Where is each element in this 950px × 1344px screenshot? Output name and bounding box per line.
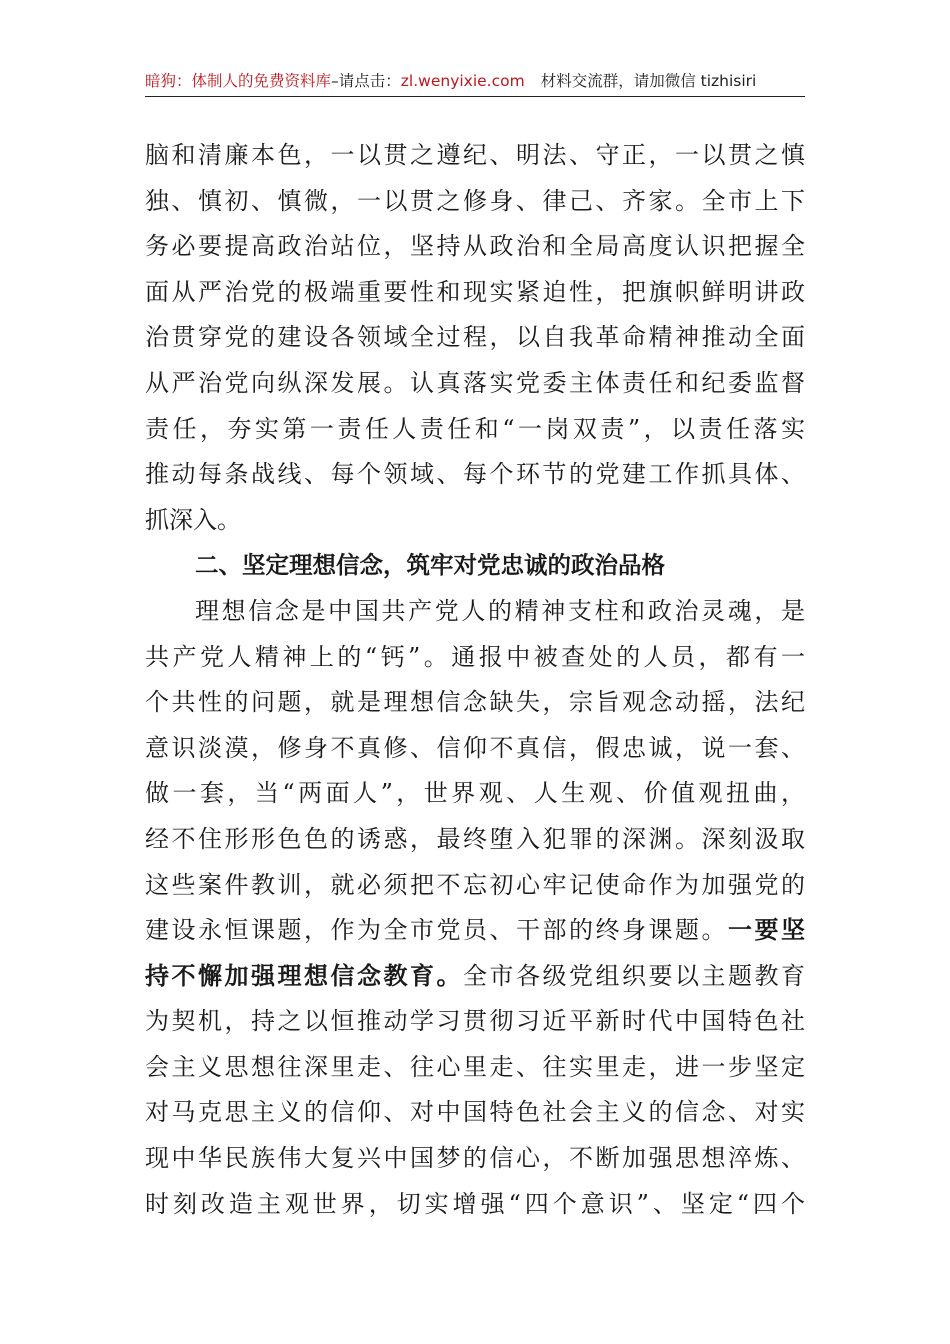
header-brand: 暗狗：体制人的免费资料库 bbox=[145, 72, 332, 90]
text-line: 会主义思想往深里走、往心里走、往实里走，进一步坚定 bbox=[145, 1052, 805, 1081]
text-line: 经不住形形色色的诱惑，最终堕入犯罪的深渊。深刻汲取 bbox=[145, 824, 805, 853]
text-line: 为契机，持之以恒推动学习贯彻习近平新时代中国特色社 bbox=[145, 1007, 805, 1036]
text-normal: 建设永恒课题，作为全市党员、干部的终身课题。 bbox=[145, 916, 728, 945]
text-line: 个共性的问题，就是理想信念缺失，宗旨观念动摇，法纪 bbox=[145, 688, 805, 717]
text-line: 独、慎初、慎微，一以贯之修身、律己、齐家。全市上下 bbox=[145, 186, 805, 215]
header-url-link[interactable]: zl.wenyixie.com bbox=[400, 72, 525, 90]
text-bold: 持不懈加强理想信念教育。 bbox=[145, 961, 463, 990]
document-body bbox=[145, 133, 805, 1227]
text-line: 对马克思主义的信仰、对中国特色社会主义的信念、对实 bbox=[145, 1098, 805, 1127]
text-line-mixed bbox=[145, 954, 805, 1000]
text-line: 从严治党向纵深发展。认真落实党委主体责任和纪委监督 bbox=[145, 368, 805, 397]
header-wechat: 材料交流群，请加微信 tizhisiri bbox=[540, 72, 757, 90]
text-line: 责任，夯实第一责任人责任和“一岗双责”，以责任落实 bbox=[145, 414, 805, 443]
text-line: 务必要提高政治站位，坚持从政治和全局高度认识把握全 bbox=[145, 232, 805, 261]
text-line: 抓深入。 bbox=[145, 505, 241, 534]
text-line: 做一套，当“两面人”，世界观、人生观、价值观扭曲， bbox=[145, 779, 805, 808]
text-normal: 全市各级党组织要以主题教育 bbox=[463, 961, 805, 990]
text-bold: 一要坚 bbox=[728, 916, 805, 945]
text-line: 脑和清廉本色，一以贯之遵纪、明法、守正，一以贯之慎 bbox=[145, 141, 805, 169]
text-line: 现中华民族伟大复兴中国梦的信心，不断加强思想淬炼、 bbox=[145, 1144, 805, 1173]
text-line: 面从严治党的极端重要性和现实紧迫性，把旗帜鲜明讲政 bbox=[145, 277, 805, 306]
text-line: 治贯穿党的建设各领域全过程，以自我革命精神推动全面 bbox=[145, 323, 805, 352]
text-line: 理想信念是中国共产党人的精神支柱和政治灵魂，是 bbox=[195, 596, 805, 625]
text-line-mixed bbox=[145, 908, 805, 954]
text-line: 时刻改造主观世界，切实增强“四个意识”、坚定“四个 bbox=[145, 1189, 805, 1218]
text-line: 共产党人精神上的“钙”。通报中被查处的人员，都有一 bbox=[145, 642, 805, 671]
page-header bbox=[145, 66, 805, 97]
text-line: 推动每条战线、每个领域、每个环节的党建工作抓具体、 bbox=[145, 460, 805, 489]
header-prompt: –请点击： bbox=[331, 72, 401, 90]
text-line: 意识淡漠，修身不真修、信仰不真信，假忠诚，说一套、 bbox=[145, 733, 805, 762]
text-line: 这些案件教训，就必须把不忘初心牢记使命作为加强党的 bbox=[145, 870, 805, 899]
section-heading: 二、坚定理想信念，筑牢对党忠诚的政治品格 bbox=[195, 551, 665, 580]
